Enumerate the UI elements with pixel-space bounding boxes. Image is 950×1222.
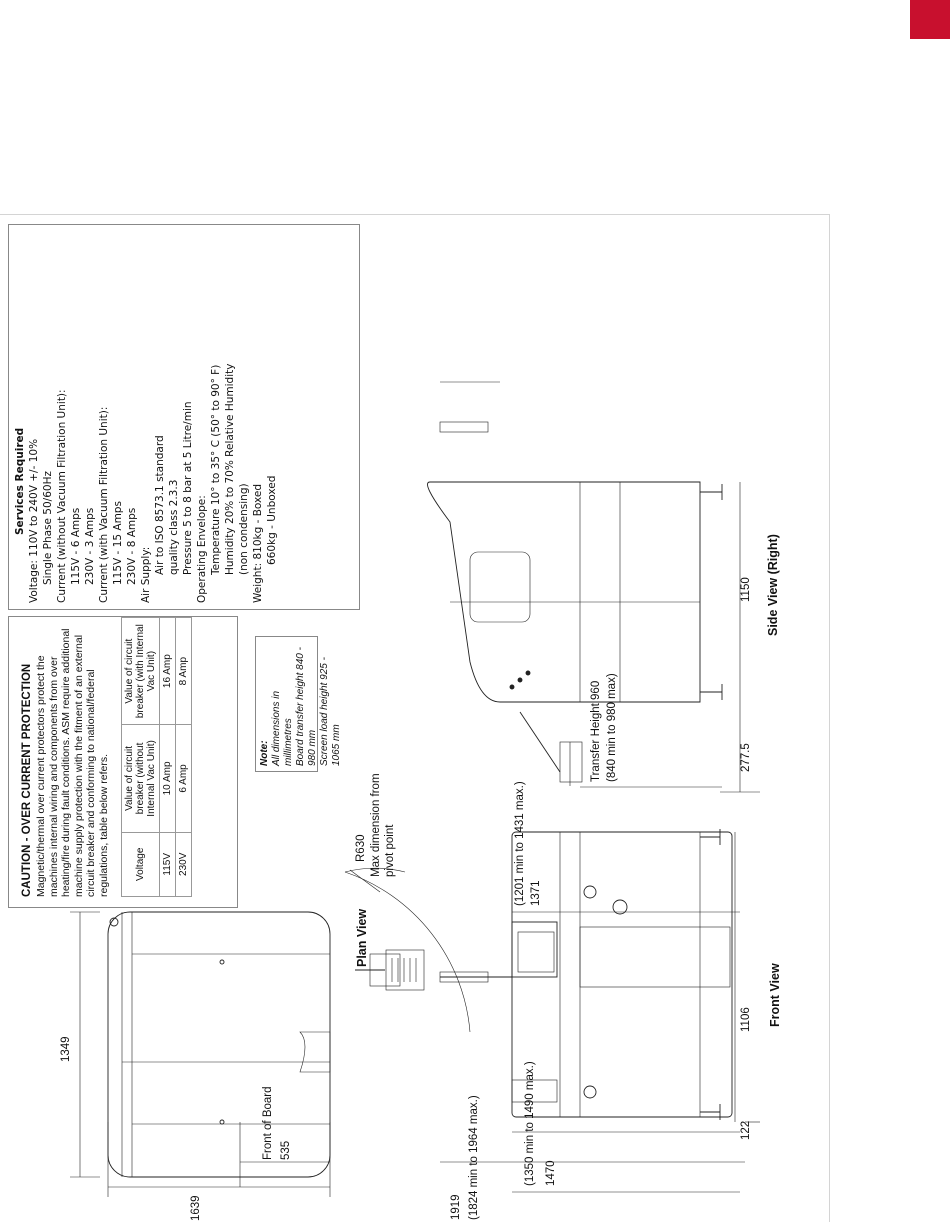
services-required-panel: [8, 224, 360, 610]
plan-dim-depth: 1639: [190, 1195, 202, 1221]
front-dim-mid-range: (1201 min to 1431 max.): [514, 781, 526, 906]
front-view-drawing: [440, 829, 760, 1192]
frame-top-rule: [0, 214, 830, 215]
table-cell: 230V: [176, 832, 192, 896]
caution-body: Magnetic/thermal over current protectors protect the machines internal wiring and components from over heating/fire during fault conditions. ASM require additional machine supply protection with the fitment of an external circuit breaker and conforming to national/federal regulations, table below refers.: [35, 628, 110, 897]
front-view-title: Front View: [768, 963, 782, 1027]
radius-note-1: Max dimension from: [370, 773, 382, 877]
table-header: Value of circuit breaker (without Internal Vac Unit): [122, 725, 160, 832]
services-line: 660kg - Unboxed: [266, 475, 278, 565]
transfer-height-label: Transfer Height 960: [590, 680, 602, 782]
services-line: 230V - 8 Amps: [126, 507, 138, 585]
plan-dim-width: 1349: [60, 1036, 72, 1062]
side-dim-offset: 277.5: [740, 743, 752, 772]
radius-note-2: pivot point: [384, 824, 396, 877]
table-row: [176, 618, 192, 897]
services-line: Air to ISO 8573.1 standard: [154, 435, 166, 575]
transfer-height-range: (840 min to 980 max): [606, 673, 618, 782]
front-dim-foot: 122: [740, 1120, 752, 1140]
services-line: Weight: 810kg - Boxed: [252, 483, 264, 603]
table-cell: 115V: [160, 832, 176, 896]
services-line: Current (without Vacuum Filtration Unit):: [56, 389, 68, 603]
brand-corner-tab: [910, 0, 950, 39]
services-line: 115V - 15 Amps: [112, 501, 124, 585]
services-title: Services Required: [14, 427, 26, 535]
front-dim-total-range: (1824 min to 1964 max.): [468, 1095, 480, 1220]
front-of-board-label: Front of Board: [262, 1086, 274, 1160]
table-cell: 16 Amp: [160, 618, 176, 725]
services-line: Pressure 5 to 8 bar at 5 Litre/min: [182, 401, 194, 575]
front-dim-height: 1470: [545, 1160, 557, 1186]
front-dim-total: 1919: [450, 1194, 462, 1220]
table-cell: 6 Amp: [176, 725, 192, 832]
services-line: Current (with Vacuum Filtration Unit):: [98, 406, 110, 603]
table-row: [160, 618, 176, 897]
caution-title: CAUTION - OVER CURRENT PROTECTION: [21, 663, 33, 897]
side-dim-depth: 1150: [740, 577, 752, 602]
table-cell: 10 Amp: [160, 725, 176, 832]
services-line: Single Phase 50/60Hz: [42, 471, 54, 585]
note-heading: Note:: [259, 740, 270, 766]
plan-dim-front: 535: [280, 1140, 292, 1160]
side-view-title: Side View (Right): [766, 534, 780, 636]
note-panel: [255, 636, 342, 772]
services-line: 115V - 6 Amps: [70, 507, 82, 585]
radius-label: R630: [355, 834, 367, 862]
front-dim-mid: 1371: [530, 880, 542, 906]
frame-right-rule: [829, 214, 830, 1222]
caution-panel: [8, 616, 238, 908]
services-line: Voltage: 110V to 240V +/- 10%: [28, 438, 40, 603]
front-dim-height-range: (1350 min to 1490 max.): [524, 1061, 536, 1186]
drawing-sheet: [0, 216, 829, 1222]
circuit-breaker-table: [121, 617, 192, 897]
services-line: 230V - 3 Amps: [84, 507, 96, 585]
services-line: quality class 2.3.3: [168, 479, 180, 575]
table-cell: 8 Amp: [176, 618, 192, 725]
services-line: (non condensing): [238, 483, 250, 575]
services-line: Humidity 20% to 70% Relative Humidity: [224, 363, 236, 575]
table-header: Voltage: [122, 832, 160, 896]
note-line: All dimensions in millimetres: [271, 690, 294, 766]
services-line: Temperature 10° to 35° C (50° to 90° F): [210, 364, 222, 575]
services-line: Air Supply:: [140, 546, 152, 603]
plan-view-title: Plan View: [355, 908, 369, 967]
front-dim-base-width: 1106: [740, 1007, 752, 1032]
note-line: Board transfer height 840 - 980 mm: [295, 647, 318, 766]
services-line: Operating Envelope:: [196, 495, 208, 603]
note-line: Screen load height 925 - 1065 mm: [319, 657, 342, 766]
table-header: Value of circuit breaker (with Internal Vac Unit): [122, 618, 160, 725]
